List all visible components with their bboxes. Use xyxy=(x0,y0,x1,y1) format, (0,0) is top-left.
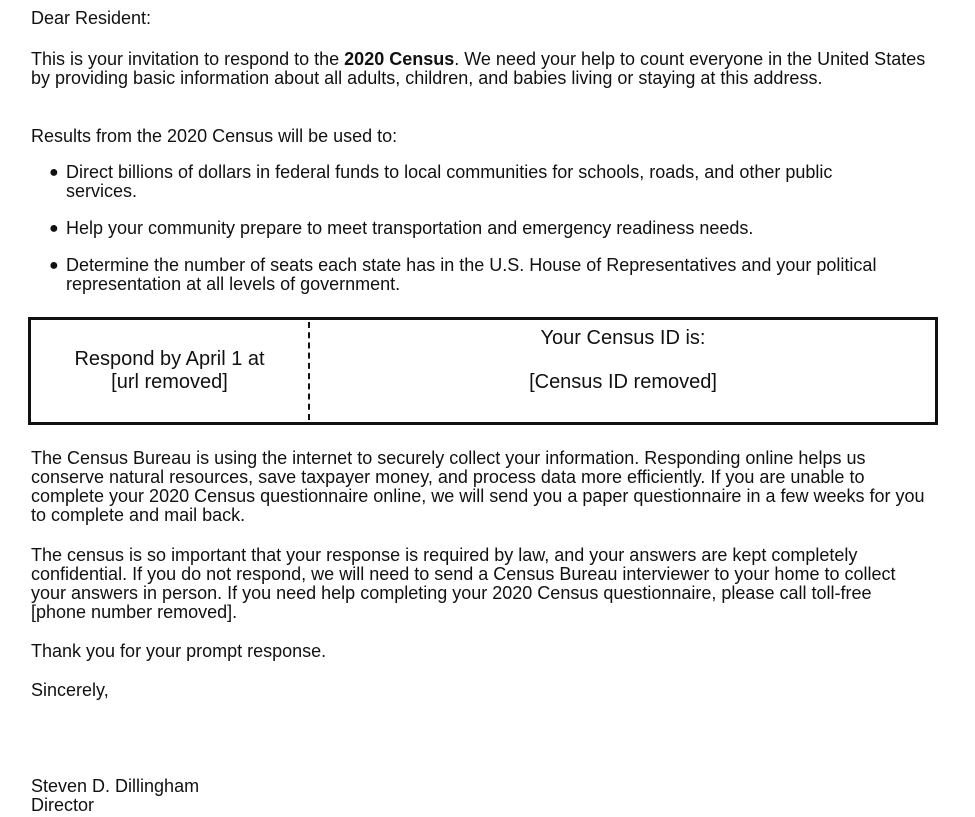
bullet-icon: ● xyxy=(49,220,59,237)
bullet-item xyxy=(31,219,891,238)
respond-instructions xyxy=(31,320,308,422)
signatory-title: Director xyxy=(31,795,95,815)
thanks-line: Thank you for your prompt response. xyxy=(31,641,327,661)
law-paragraph: The census is so important that your response is required by law, and your answers are kept completely confidential. If you do not respond, we will need to send a Census Bureau interviewer to your home to collect your answers in person. If you need help completing your 2020 Census questionnaire, please call toll-free [phone number removed]. xyxy=(31,545,896,622)
bullet-text: Help your community prepare to meet transportation and emergency readiness needs. xyxy=(66,218,754,238)
intro-paragraph xyxy=(31,50,931,88)
bullet-item xyxy=(31,163,891,201)
signatory-name: Steven D. Dillingham xyxy=(31,776,200,796)
intro-text-before: This is your invitation to respond to the xyxy=(31,49,345,69)
greeting: Dear Resident: xyxy=(31,8,152,28)
census-id-value: [Census ID removed] xyxy=(529,371,717,393)
online-paragraph: The Census Bureau is using the internet to securely collect your information. Responding online helps us conserve natural resources, save taxpayer money, and process data more efficiently. If you are unable to complete your 2020 Census questionnaire online, we will send you a paper questionnaire in a few weeks for you to complete and mail back. xyxy=(31,448,925,525)
bullet-text: Direct billions of dollars in federal funds to local communities for schools, roads, and other public services. xyxy=(66,162,833,201)
intro-text-after: . We need your help to count everyone in the United States by providing basic information about all adults, children, and babies living or staying at this address. xyxy=(31,49,926,88)
bullet-icon: ● xyxy=(49,257,59,274)
dashed-divider xyxy=(308,322,310,420)
results-bullet-list xyxy=(31,163,891,312)
respond-url: [url removed] xyxy=(111,371,228,393)
bullet-icon: ● xyxy=(49,164,59,181)
respond-box xyxy=(28,317,938,425)
census-id-panel xyxy=(311,320,935,422)
respond-deadline: Respond by April 1 at xyxy=(74,348,265,370)
census-id-label: Your Census ID is: xyxy=(540,327,706,349)
bullet-text: Determine the number of seats each state has in the U.S. House of Representatives and your political representation at all levels of government. xyxy=(66,255,877,294)
intro-emphasis: 2020 Census xyxy=(344,49,455,69)
results-lead: Results from the 2020 Census will be used to: xyxy=(31,126,398,146)
closing-line: Sincerely, xyxy=(31,680,109,700)
bullet-item xyxy=(31,256,891,294)
